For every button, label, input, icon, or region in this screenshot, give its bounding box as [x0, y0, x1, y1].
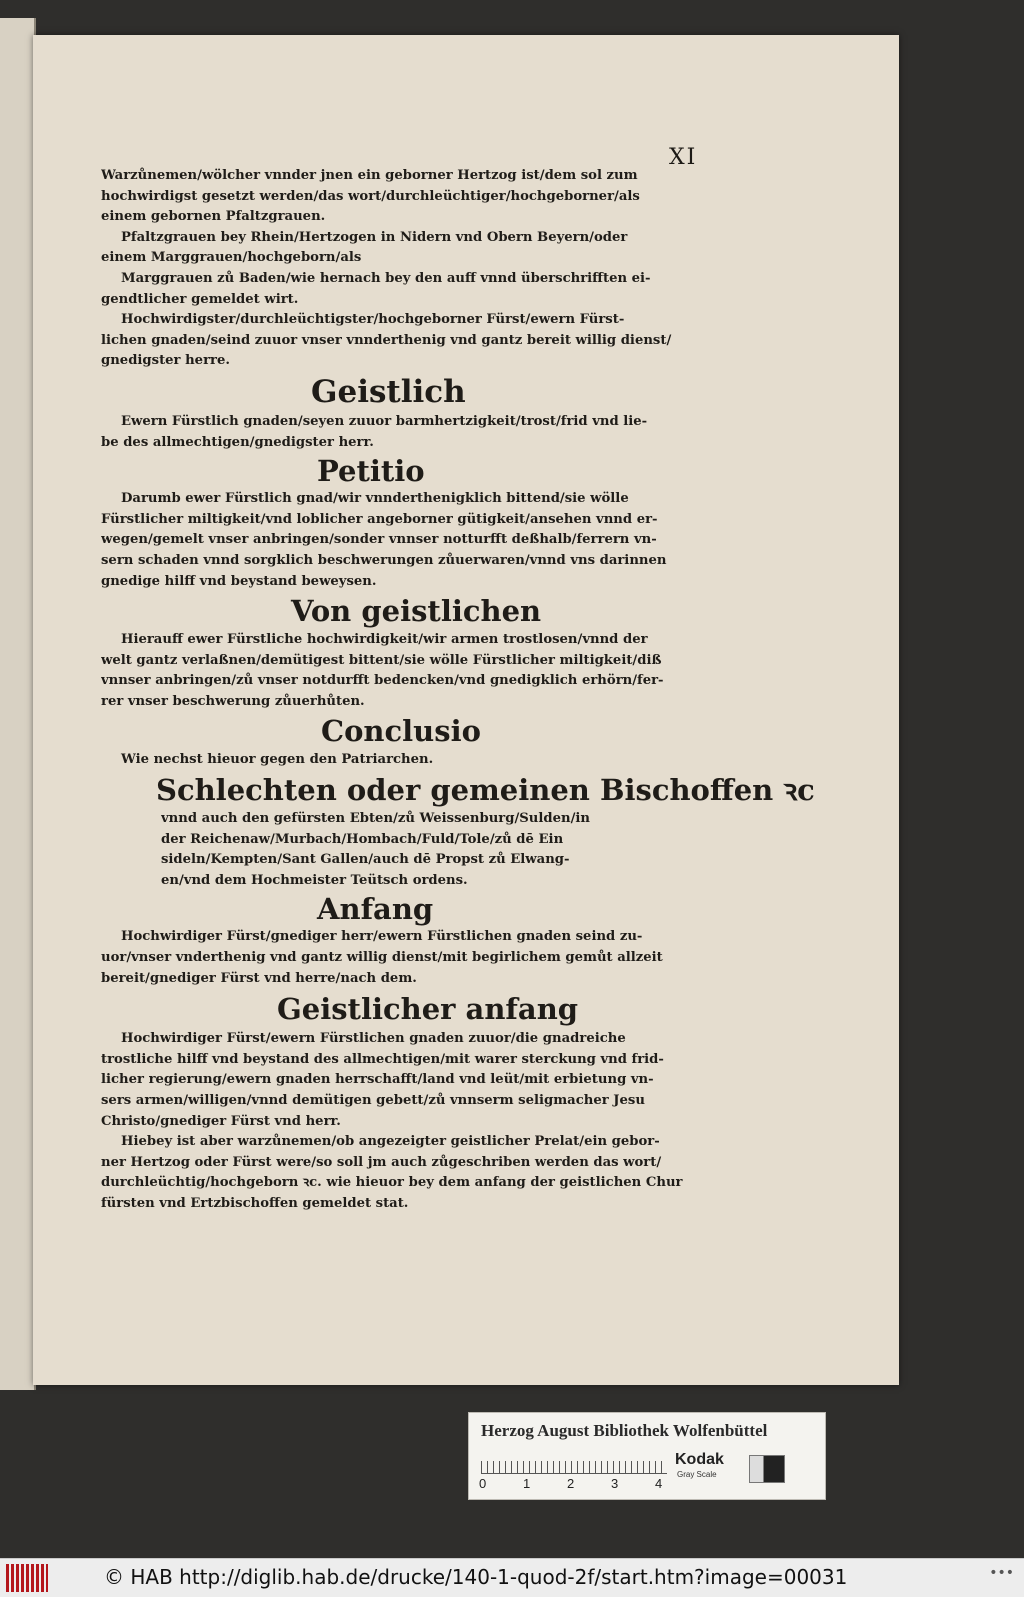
gray-scale-label: Gray Scale [677, 1470, 717, 1479]
text-line: vnnd auch den gefürsten Ebten/zů Weissenburg/Sulden/in [161, 811, 591, 827]
paragraph-10 [101, 927, 741, 989]
text-line: ner Hertzog oder Fürst were/so soll jm auch zůgeschriben werden das wort/ [101, 1154, 662, 1170]
ruler-scale [481, 1451, 667, 1474]
text-line: Pfaltzgrauen bey Rhein/Hertzogen in Nidern vnd Obern Beyern/oder [121, 229, 628, 245]
paragraph-5 [101, 412, 741, 453]
text-line: licher regierung/ewern gnaden herrschafft/land vnd leüt/mit erbietung vn- [101, 1072, 654, 1088]
text-line: Hiebey ist aber warzůnemen/ob angezeigter geistlicher Prelat/ein gebor- [121, 1134, 660, 1150]
more-icon[interactable]: ••• [989, 1565, 1014, 1581]
text-line: Darumb ewer Fürstlich gnad/wir vnnderthenigklich bittend/sie wölle [121, 491, 629, 507]
footer-url[interactable]: © HAB http://diglib.hab.de/drucke/140-1-quod-2f/start.htm?image=00031 [104, 1565, 848, 1589]
text-line: Marggrauen zů Baden/wie hernach bey den auff vnnd überschrifften ei- [121, 270, 651, 286]
paragraph-8 [101, 750, 741, 771]
ruler-number: 3 [611, 1476, 619, 1491]
text-line: gnedige hilff vnd beystand beweysen. [101, 573, 377, 589]
paragraph-11 [101, 1029, 741, 1132]
paragraph-7 [101, 630, 741, 712]
text-line: rer vnser beschwerung zůuerhůten. [101, 693, 365, 709]
text-line: Hierauff ewer Fürstliche hochwirdigkeit/wir armen trostlosen/vnnd der [121, 632, 648, 648]
gray-patch [749, 1455, 785, 1483]
hab-logo-icon [6, 1564, 48, 1592]
paragraph-6 [101, 489, 741, 592]
paragraph-12 [101, 1132, 741, 1214]
text-line: durchleüchtig/hochgeborn ꝛc. wie hieuor bey dem anfang der geistlichen Chur [101, 1175, 683, 1191]
text-line: einem Marggrauen/hochgeborn/als [101, 250, 362, 266]
text-line: lichen gnaden/seind zuuor vnser vnnderthenig vnd gantz bereit willig dienst/ [101, 332, 672, 348]
text-line: fürsten vnd Ertzbischoffen gemeldet stat. [101, 1195, 409, 1211]
heading-von-geistlichen: Von geistlichen [291, 594, 542, 629]
heading-geistlicher-anfang: Geistlicher anfang [277, 992, 579, 1027]
text-line: uor/vnser vnderthenig vnd gantz willig dienst/mit begirlichem gemůt allzeit [101, 950, 663, 966]
text-line: hochwirdigst gesetzt werden/das wort/durchleüchtiger/hochgeborner/als [101, 188, 640, 204]
text-line: Hochwirdiger Fürst/ewern Fürstlichen gnaden zuuor/die gnadreiche [121, 1031, 626, 1047]
text-line: Wie nechst hieuor gegen den Patriarchen. [121, 752, 434, 768]
page-text [101, 166, 815, 1215]
facing-page-edge [0, 18, 36, 1390]
text-line: en/vnd dem Hochmeister Teütsch ordens. [161, 872, 468, 888]
library-name: Herzog August Bibliothek Wolfenbüttel [481, 1421, 768, 1440]
paragraph-2 [101, 228, 741, 269]
paragraph-3 [101, 269, 741, 310]
text-line: Warzůnemen/wölcher vnnder jnen ein geborner Hertzog ist/dem sol zum [101, 168, 638, 183]
color-target-card [468, 1412, 826, 1500]
text-line: wegen/gemelt vnser anbringen/sonder vnnser notturfft deßhalb/ferrern vn- [101, 532, 657, 548]
text-line: bereit/gnediger Fürst vnd herre/nach dem. [101, 970, 417, 986]
heading-geistlich: Geistlich [311, 373, 466, 410]
text-line: be des allmechtigen/gnedigster herr. [101, 434, 374, 450]
ruler-number: 0 [479, 1476, 487, 1491]
text-line: Hochwirdigster/durchleüchtigster/hochgeborner Fürst/ewern Fürst- [121, 312, 625, 328]
text-line: vnnser anbringen/zů vnser notdurfft bedencken/vnd gnedigklich erhörn/fer- [101, 673, 664, 689]
book-page [33, 35, 899, 1385]
text-line: einem gebornen Pfaltzgrauen. [101, 209, 326, 225]
heading-schlechten: Schlechten oder gemeinen Bischoffen ꝛc [156, 773, 815, 808]
heading-anfang: Anfang [317, 892, 434, 927]
text-line: Hochwirdiger Fürst/gnediger herr/ewern Fürstlichen gnaden seind zu- [121, 929, 643, 945]
paragraph-4 [101, 310, 741, 372]
paragraph-9 [101, 809, 741, 891]
heading-conclusio: Conclusio [321, 714, 481, 749]
folio-number: XI [669, 145, 698, 170]
text-line: Christo/gnediger Fürst vnd herr. [101, 1113, 341, 1129]
text-line: gnedigster herre. [101, 353, 230, 369]
ruler-number: 4 [655, 1476, 663, 1491]
paragraph-1 [101, 166, 741, 228]
text-line: Ewern Fürstlich gnaden/seyen zuuor barmhertzigkeit/trost/frid vnd lie- [121, 413, 648, 429]
ruler-number: 2 [567, 1476, 575, 1491]
text-line: der Reichenaw/Murbach/Hombach/Fuld/Tole/zů dē Ein [161, 831, 564, 847]
text-line: gendtlicher gemeldet wirt. [101, 291, 299, 307]
text-line: sern schaden vnnd sorgklich beschwerungen zůuerwaren/vnnd vns darinnen [101, 552, 667, 568]
text-line: trostliche hilff vnd beystand des allmechtigen/mit warer sterckung vnd frid- [101, 1051, 664, 1067]
footer-bar [0, 1558, 1024, 1597]
text-line: Fürstlicher miltigkeit/vnd loblicher angeborner gütigkeit/ansehen vnnd er- [101, 511, 658, 527]
text-line: sers armen/willigen/vnnd demütigen gebett/zů vnnserm seligmacher Jesu [101, 1093, 645, 1108]
text-line: welt gantz verlaßnen/demütigest bittent/sie wölle Fürstlicher miltigkeit/diß [101, 652, 662, 668]
kodak-logo: Kodak [675, 1451, 724, 1468]
heading-petitio: Petitio [317, 454, 425, 489]
text-line: sideln/Kempten/Sant Gallen/auch dē Propst zů Elwang- [161, 852, 570, 868]
ruler-number: 1 [523, 1476, 531, 1491]
